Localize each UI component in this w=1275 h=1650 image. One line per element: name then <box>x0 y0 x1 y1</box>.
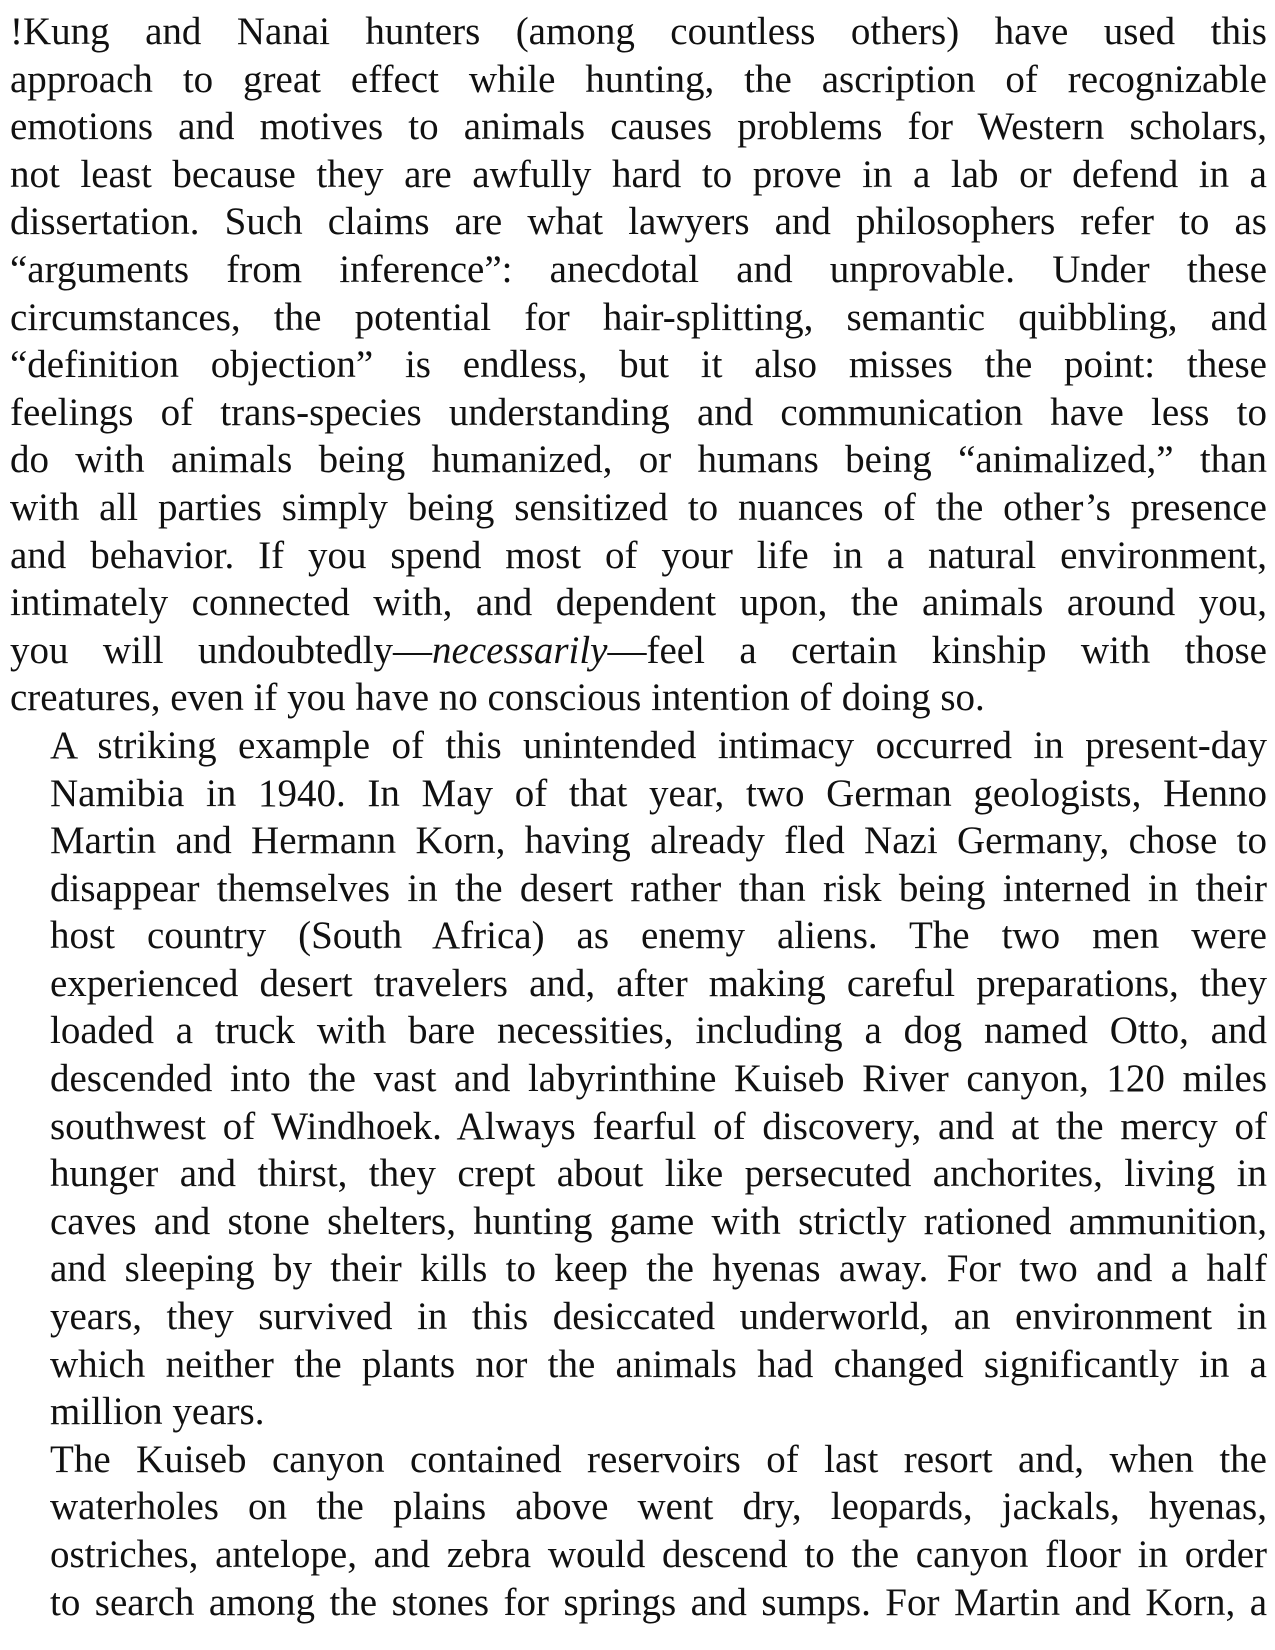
text-line: “definition objection” is endless, but it also misses the point: these <box>10 343 1267 387</box>
text-line-with-italic <box>10 627 1267 675</box>
text-line: with all parties simply being sensitized to nuances of the other’s presence <box>10 485 1267 529</box>
italic-emphasis: necessarily <box>432 628 608 672</box>
paragraph-3 <box>10 1436 1267 1626</box>
text-line: southwest of Windhoek. Always fearful of discovery, and at the mercy of <box>50 1104 1267 1148</box>
paragraph-1 <box>10 8 1267 722</box>
text-line: “arguments from inference”: anecdotal and unprovable. Under these <box>10 247 1267 291</box>
text-line: circumstances, the potential for hair-splitting, semantic quibbling, and <box>10 295 1267 339</box>
text-line: creatures, even if you have no conscious intention of doing so. <box>10 676 985 720</box>
text-line: and behavior. If you spend most of your life in a natural environment, <box>10 533 1267 577</box>
text-line: caves and stone shelters, hunting game with strictly rationed ammunition, <box>50 1199 1267 1243</box>
text-line: disappear themselves in the desert rather than risk being interned in their <box>50 866 1267 910</box>
text-line: do with animals being humanized, or humans being “animalized,” than <box>10 438 1267 482</box>
text-line: to search among the stones for springs and sumps. For Martin and Korn, a <box>50 1580 1267 1624</box>
text-line: ostriches, antelope, and zebra would descend to the canyon floor in order <box>50 1533 1267 1576</box>
text-line: million years. <box>50 1390 265 1434</box>
text-line: The Kuiseb canyon contained reservoirs of last resort and, when the <box>50 1437 1267 1481</box>
text-line: Namibia in 1940. In May of that year, two German geologists, Henno <box>50 771 1267 815</box>
text-line: Martin and Hermann Korn, having already fled Nazi Germany, chose to <box>50 819 1267 863</box>
text-line: dissertation. Such claims are what lawyers and philosophers refer to as <box>10 200 1267 244</box>
paragraph-2 <box>10 722 1267 1436</box>
text-line: feelings of trans-species understanding and communication have less to <box>10 390 1267 434</box>
text-line: which neither the plants nor the animals had changed significantly in a <box>50 1342 1267 1386</box>
text-line: loaded a truck with bare necessities, including a dog named Otto, and <box>50 1009 1267 1053</box>
text-line: and sleeping by their kills to keep the hyenas away. For two and a half <box>50 1247 1267 1291</box>
text-line: waterholes on the plains above went dry, leopards, jackals, hyenas, <box>50 1485 1267 1529</box>
text-line: years, they survived in this desiccated underworld, an environment in <box>50 1295 1267 1339</box>
text-line: A striking example of this unintended intimacy occurred in present-day <box>50 723 1267 767</box>
text-line: hunger and thirst, they crept about like persecuted anchorites, living in <box>50 1152 1267 1196</box>
text-line: descended into the vast and labyrinthine Kuiseb River canyon, 120 miles <box>50 1057 1267 1101</box>
text-line: host country (South Africa) as enemy aliens. The two men were <box>50 914 1267 958</box>
text-line: emotions and motives to animals causes problems for Western scholars, <box>10 105 1267 149</box>
text-line: not least because they are awfully hard to prove in a lab or defend in a <box>10 152 1267 196</box>
text-run: you will undoubtedly— <box>10 628 433 672</box>
text-line: intimately connected with, and dependent upon, the animals around you, <box>10 581 1267 625</box>
text-line: experienced desert travelers and, after making careful preparations, they <box>50 961 1267 1005</box>
text-line: approach to great effect while hunting, the ascription of recognizable <box>10 57 1267 101</box>
text-line: !Kung and Nanai hunters (among countless others) have used this <box>10 10 1267 53</box>
book-page <box>10 8 1267 1626</box>
text-run: —feel a certain kinship with those <box>607 628 1267 672</box>
